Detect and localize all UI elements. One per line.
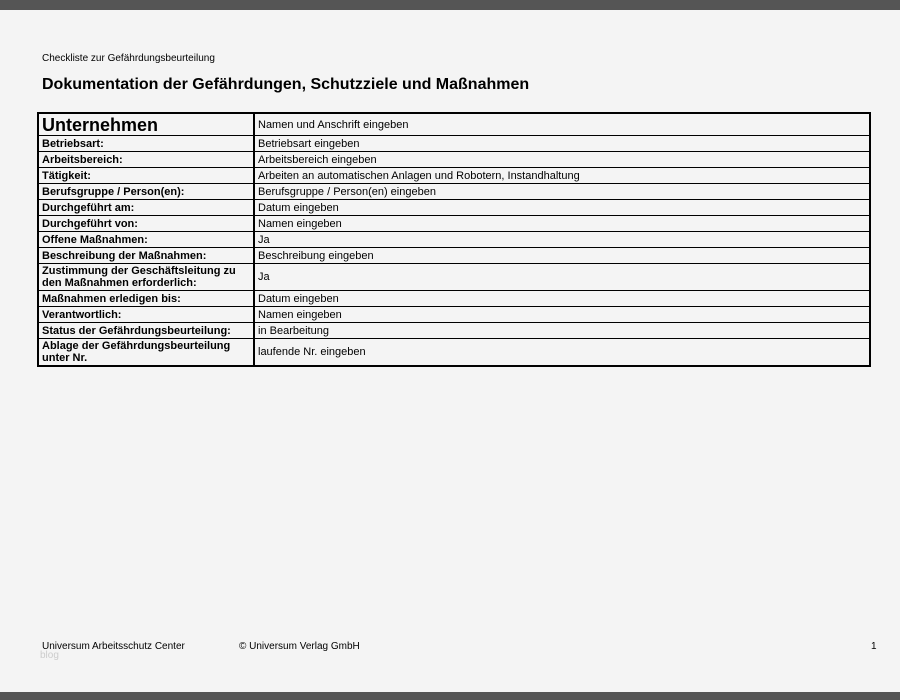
- row-value[interactable]: Ja: [254, 264, 870, 291]
- row-label: Offene Maßnahmen:: [38, 232, 254, 248]
- watermark: blog: [40, 650, 59, 661]
- row-value[interactable]: Beschreibung eingeben: [254, 248, 870, 264]
- document-subtitle: Checkliste zur Gefährdungsbeurteilung: [42, 53, 215, 64]
- table-row-company: [38, 113, 870, 136]
- row-label: Durchgeführt von:: [38, 216, 254, 232]
- row-label: Ablage der Gefährdungsbeurteilung unter Nr.: [38, 339, 254, 367]
- row-value[interactable]: Berufsgruppe / Person(en) eingeben: [254, 184, 870, 200]
- page-number: 1: [871, 641, 877, 652]
- row-label: Berufsgruppe / Person(en):: [38, 184, 254, 200]
- table-row: [38, 264, 870, 291]
- footer-copyright: © Universum Verlag GmbH: [239, 641, 360, 652]
- table-row: [38, 152, 870, 168]
- row-value[interactable]: Datum eingeben: [254, 200, 870, 216]
- row-label: Durchgeführt am:: [38, 200, 254, 216]
- table-row: [38, 307, 870, 323]
- row-label: Unternehmen: [38, 113, 254, 136]
- table-row: [38, 248, 870, 264]
- row-value[interactable]: laufende Nr. eingeben: [254, 339, 870, 367]
- row-value[interactable]: Namen und Anschrift eingeben: [254, 113, 870, 136]
- row-label: Zustimmung der Geschäftsleitung zu den Maßnahmen erforderlich:: [38, 264, 254, 291]
- table-row: [38, 168, 870, 184]
- table-row: [38, 323, 870, 339]
- assessment-table: [37, 112, 871, 367]
- table-row: [38, 232, 870, 248]
- row-value[interactable]: Betriebsart eingeben: [254, 136, 870, 152]
- row-label: Tätigkeit:: [38, 168, 254, 184]
- table-row: [38, 216, 870, 232]
- row-value[interactable]: Ja: [254, 232, 870, 248]
- row-label: Status der Gefährdungsbeurteilung:: [38, 323, 254, 339]
- row-value[interactable]: Arbeitsbereich eingeben: [254, 152, 870, 168]
- page-title: Dokumentation der Gefährdungen, Schutzziele und Maßnahmen: [42, 76, 530, 93]
- bottom-bar: [0, 692, 900, 700]
- row-value[interactable]: in Bearbeitung: [254, 323, 870, 339]
- row-value[interactable]: Arbeiten an automatischen Anlagen und Robotern, Instandhaltung: [254, 168, 870, 184]
- row-value[interactable]: Namen eingeben: [254, 307, 870, 323]
- row-value[interactable]: Namen eingeben: [254, 216, 870, 232]
- table-row: [38, 339, 870, 367]
- row-label: Arbeitsbereich:: [38, 152, 254, 168]
- row-label: Beschreibung der Maßnahmen:: [38, 248, 254, 264]
- row-label: Verantwortlich:: [38, 307, 254, 323]
- table-row: [38, 200, 870, 216]
- footer-left: Universum Arbeitsschutz Center: [42, 641, 185, 652]
- top-bar: [0, 0, 900, 10]
- table-row: [38, 291, 870, 307]
- table-row: [38, 184, 870, 200]
- row-value[interactable]: Datum eingeben: [254, 291, 870, 307]
- row-label: Maßnahmen erledigen bis:: [38, 291, 254, 307]
- table-row: [38, 136, 870, 152]
- row-label: Betriebsart:: [38, 136, 254, 152]
